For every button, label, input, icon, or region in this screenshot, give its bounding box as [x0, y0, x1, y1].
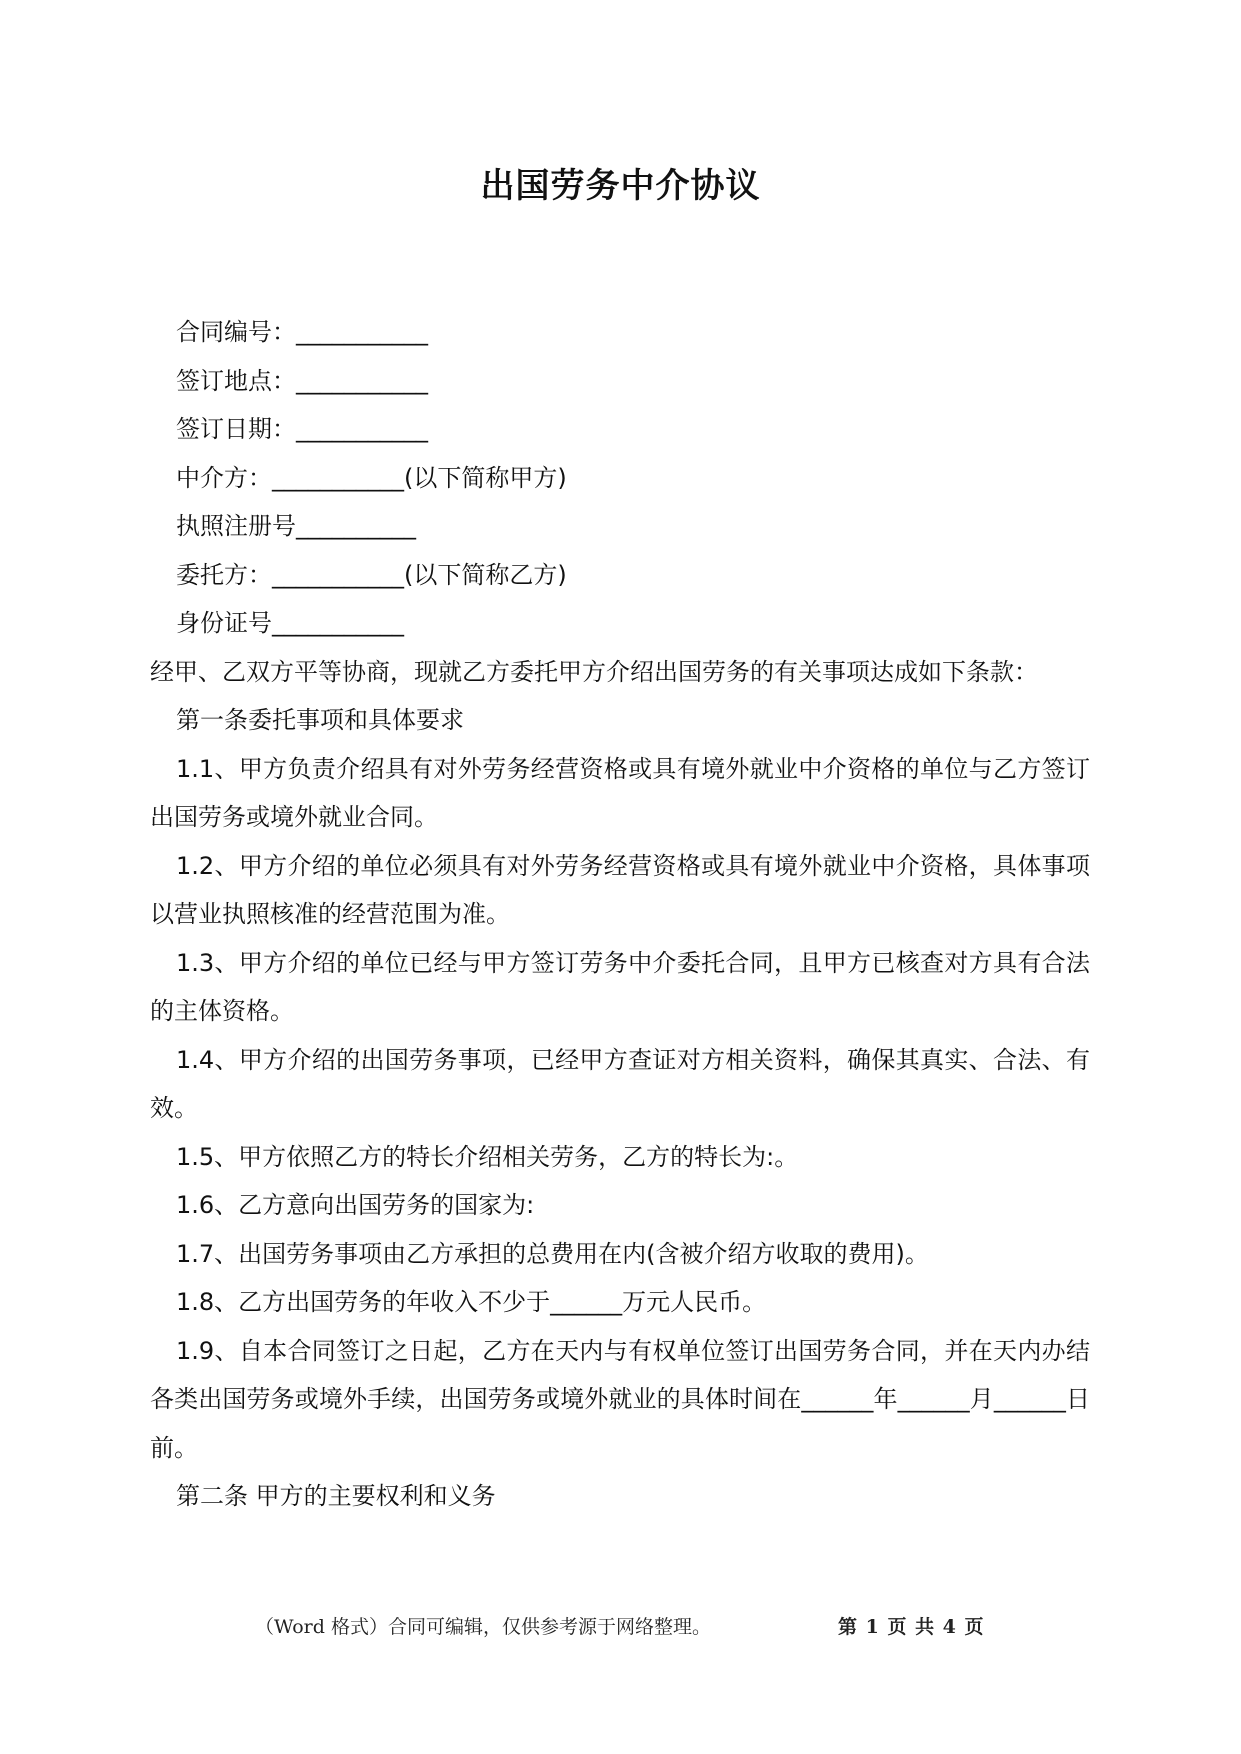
field-signing-place: 签订地点：___________: [176, 366, 428, 395]
document-title: 出国劳务中介协议: [480, 166, 761, 206]
article-1-heading: 第一条委托事项和具体要求: [176, 706, 464, 734]
clause-1-7: 1.7、出国劳务事项由乙方承担的总费用在内(含被介绍方收取的费用)。: [176, 1239, 929, 1268]
clause-1-9: 1.9、自本合同签订之日起，乙方在天内与有权单位签订出国劳务合同，并在天内办结各类出国劳务或境外手续，出国劳务或境外就业的具体时间在______年______月______日前。: [150, 1336, 1090, 1462]
clause-1-4: 1.4、甲方介绍的出国劳务事项，已经甲方查证对方相关资料，确保其真实、合法、有效。: [150, 1045, 1090, 1122]
intro-paragraph: 经甲、乙双方平等协商，现就乙方委托甲方介绍出国劳务的有关事项达成如下条款：: [150, 657, 1038, 686]
document-body: [150, 308, 1090, 1521]
page-number: 第 1 页 共 4 页: [838, 1616, 985, 1638]
clause-1-8: 1.8、乙方出国劳务的年收入不少于______万元人民币。: [176, 1288, 767, 1316]
field-contract-number: 合同编号：___________: [176, 318, 428, 346]
clause-1-2: 1.2、甲方介绍的单位必须具有对外劳务经营资格或具有境外就业中介资格，具体事项以营业执照核准的经营范围为准。: [150, 851, 1090, 928]
article-2-heading: 第二条 甲方的主要权利和义务: [176, 1482, 496, 1510]
field-agent-party: 中介方：___________(以下简称甲方): [176, 463, 567, 492]
clause-1-3: 1.3、甲方介绍的单位已经与甲方签订劳务中介委托合同，且甲方已核查对方具有合法的主体资格。: [150, 948, 1090, 1025]
clause-1-5: 1.5、甲方依照乙方的特长介绍相关劳务，乙方的特长为:。: [176, 1142, 799, 1171]
field-signing-date: 签订日期：___________: [176, 415, 428, 443]
field-license-number: 执照注册号__________: [176, 512, 416, 540]
clause-1-1: 1.1、甲方负责介绍具有对外劳务经营资格或具有境外就业中介资格的单位与乙方签订出国劳务或境外就业合同。: [150, 754, 1090, 831]
clause-1-6: 1.6、乙方意向出国劳务的国家为:: [176, 1191, 535, 1219]
footer-note: （Word 格式）合同可编辑，仅供参考源于网络整理。: [255, 1616, 711, 1638]
field-id-number: 身份证号___________: [176, 609, 404, 637]
field-client-party: 委托方：___________(以下简称乙方): [176, 560, 567, 589]
